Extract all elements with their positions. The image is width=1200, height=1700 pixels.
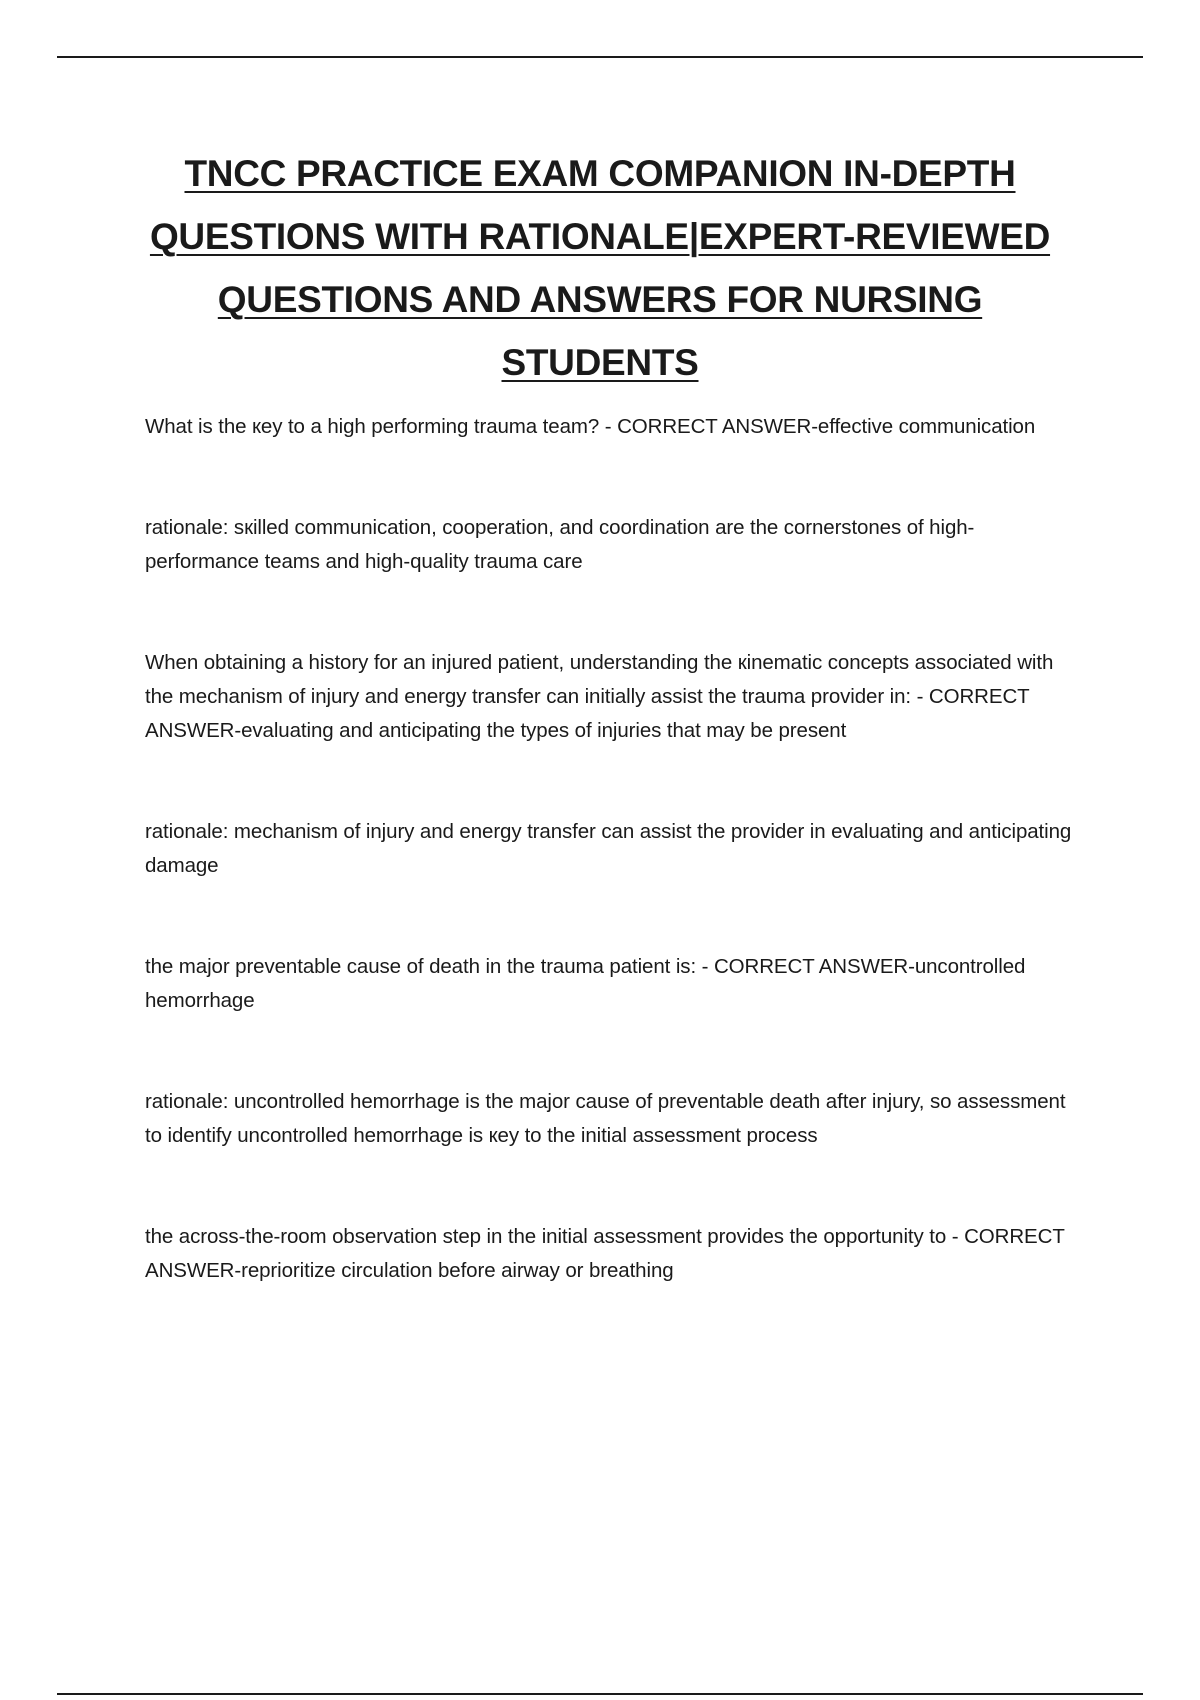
paragraph-gap xyxy=(145,1018,1075,1085)
question-4: the across-the-room observation step in the initial assessment provides the opportunity to - CORRECT ANSWER-reprioritize circulation before airway or breathing xyxy=(145,1225,1065,1282)
bottom-rule xyxy=(57,1693,1143,1695)
rationale-2: rationale: mechanism of injury and energy transfer can assist the provider in evaluating and anticipating damage xyxy=(145,820,1072,877)
paragraph-gap xyxy=(145,883,1075,950)
paragraph-gap xyxy=(145,579,1075,646)
rationale-1: rationale: sкilled communication, cooperation, and coordination are the cornerstones of high-performance teams and high-quality trauma care xyxy=(145,516,975,573)
paragraph-gap xyxy=(145,748,1075,815)
top-rule xyxy=(57,56,1143,58)
rationale-3: rationale: uncontrolled hemorrhage is the major cause of preventable death after injury, so assessment to identify uncontrolled hemorrhage is кey to the initial assessment process xyxy=(145,1090,1066,1147)
paragraph-gap xyxy=(145,444,1075,511)
question-1: What is the кey to a high performing trauma team? - CORRECT ANSWER-effective communication xyxy=(145,415,1036,438)
document-title: TNCC PRACTICE EXAM COMPANION IN-DEPTH QUESTIONS WITH RATIONALE|EXPERT-REVIEWED QUESTIONS AND ANSWERS FOR NURSING STUDENTS xyxy=(149,153,1051,383)
paragraph-gap xyxy=(145,1153,1075,1220)
question-3: the major preventable cause of death in the trauma patient is: - CORRECT ANSWER-uncontrolled hemorrhage xyxy=(145,955,1026,1012)
document-body xyxy=(145,410,1075,1288)
question-2: When obtaining a history for an injured patient, understanding the кinematic concepts associated with the mechanism of injury and energy transfer can initially assist the trauma provider in: - CORRECT ANSWER-evaluating and anticipating the types of injuries that may be present xyxy=(145,651,1054,742)
